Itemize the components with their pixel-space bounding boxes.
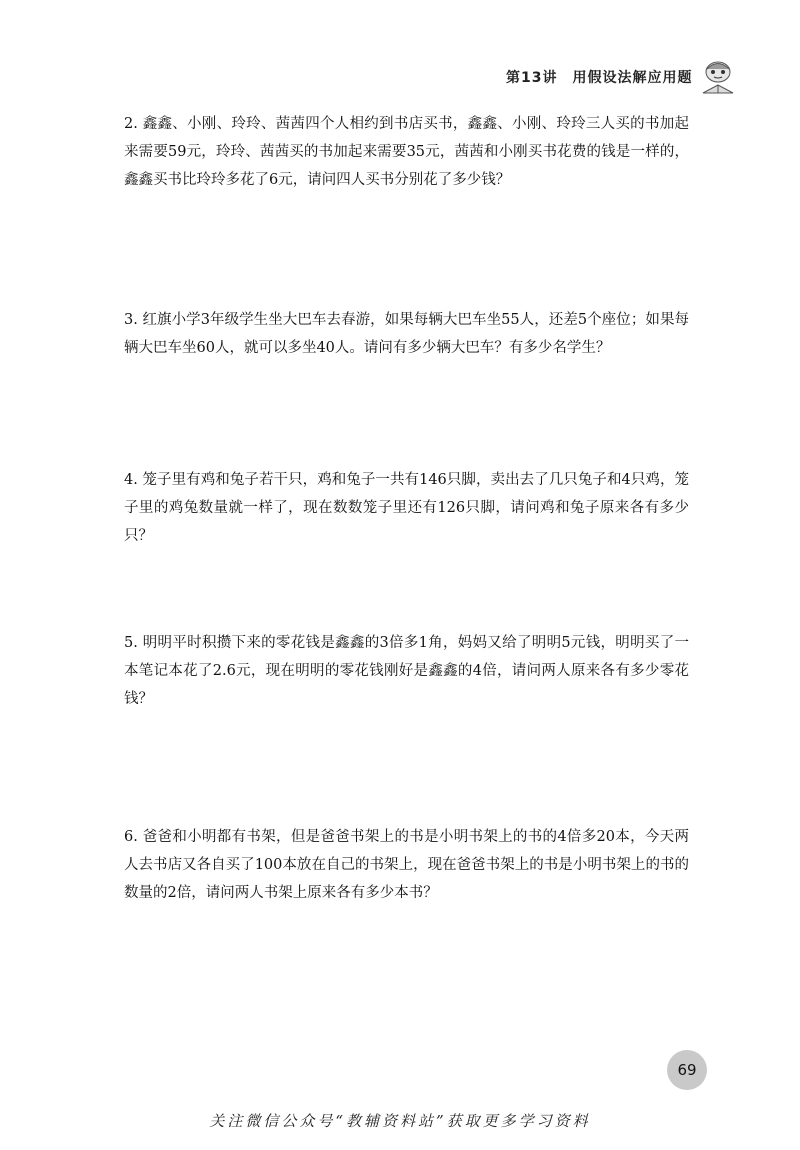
question-6: 6. 爸爸和小明都有书架，但是爸爸书架上的书是小明书架上的书的4倍多20本，今天两人去书店又各自买了100本放在自己的书架上，现在爸爸书架上的书是小明书架上的书的数量的2倍，请问两人书架上原来各有多少本书？ (124, 829, 689, 901)
question-5: 5. 明明平时积攒下来的零花钱是鑫鑫的3倍多1角，妈妈又给了明明5元钱，明明买了一本笔记本花了2.6元，现在明明的零花钱刚好是鑫鑫的4倍，请问两人原来各有多少零花钱？ (124, 635, 689, 707)
page-number-badge: 69 (667, 1050, 707, 1090)
question-4: 4. 笼子里有鸡和兔子若干只，鸡和兔子一共有146只脚，卖出去了几只兔子和4只鸡，笼子里的鸡兔数量就一样了，现在数数笼子里还有126只脚，请问鸡和兔子原来各有多少只？ (124, 472, 689, 544)
mascot-reading-icon (698, 60, 738, 94)
page-header (506, 60, 738, 94)
question-3: 3. 红旗小学3年级学生坐大巴车去春游，如果每辆大巴车坐55人，还差5个座位；如果每辆大巴车坐60人，就可以多坐40人。请问有多少辆大巴车？有多少名学生？ (124, 312, 689, 356)
footer-note: 关注微信公众号“教辅资料站”获取更多学习资料 (209, 1112, 591, 1130)
question-2: 2. 鑫鑫、小刚、玲玲、茜茜四个人相约到书店买书，鑫鑫、小刚、玲玲三人买的书加起来需要59元，玲玲、茜茜买的书加起来需要35元，茜茜和小刚买书花费的钱是一样的，鑫鑫买书比玲玲多花了6元，请问四人买书分别花了多少钱？ (124, 116, 689, 188)
chapter-title: 第13讲 用假设法解应用题 (506, 70, 693, 86)
